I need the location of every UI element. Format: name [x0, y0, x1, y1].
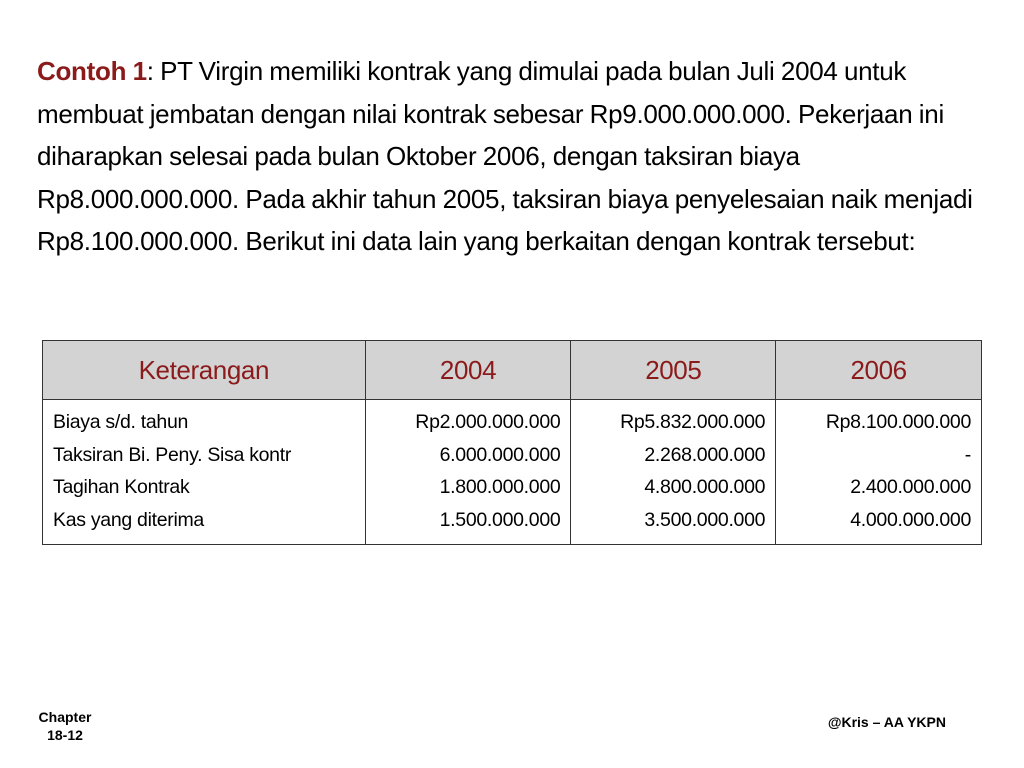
- column-header-2004: 2004: [365, 341, 571, 400]
- value-2004-taksiran: 6.000.000.000: [439, 443, 561, 466]
- credit-text: @Kris – AA YKPN: [827, 714, 946, 730]
- chapter-number: 18-12: [47, 727, 83, 743]
- description-tagihan-kontrak: Tagihan Kontrak: [53, 476, 190, 498]
- value-2005-tagihan: 4.800.000.000: [644, 476, 766, 498]
- table-row: [43, 400, 982, 545]
- column-header-keterangan: Keterangan: [43, 341, 366, 400]
- value-2005-biaya: Rp5.832.000.000: [620, 411, 766, 433]
- value-2004-biaya: Rp2.000.000.000: [415, 411, 561, 433]
- value-2006-tagihan: 2.400.000.000: [850, 476, 971, 498]
- description-cell: [43, 400, 366, 545]
- table-header-row: [43, 341, 982, 400]
- value-2004-kas: 1.500.000.000: [439, 508, 561, 531]
- value-2005-taksiran: 2.268.000.000: [644, 443, 766, 466]
- value-2004-tagihan: 1.800.000.000: [439, 476, 561, 498]
- description-kas-diterima: Kas yang diterima: [53, 508, 204, 531]
- chapter-label: Chapter: [38, 709, 92, 725]
- values-2005-cell: [571, 400, 776, 545]
- value-2006-biaya: Rp8.100.000.000: [825, 411, 971, 433]
- values-2006-cell: [776, 400, 982, 545]
- value-2006-kas: 4.000.000.000: [850, 508, 971, 531]
- intro-text: : PT Virgin memiliki kontrak yang dimulai pada bulan Juli 2004 untuk membuat jembatan dengan nilai kontrak sebesar Rp9.000.000.000. Pekerjaan ini diharapkan selesai pada bulan Oktober 2006, dengan taksiran biaya Rp8.000.000.000. Pada akhir tahun 2005, taksiran biaya penyelesaian naik menjadi Rp8.100.000.000. Berikut ini data lain yang berkaitan dengan kontrak tersebut:: [37, 56, 973, 256]
- contract-data-table: [42, 340, 982, 545]
- column-header-2006: 2006: [776, 341, 982, 400]
- value-2006-taksiran: -: [964, 443, 971, 466]
- chapter-indicator: [20, 708, 110, 744]
- column-header-2005: 2005: [571, 341, 776, 400]
- description-taksiran-biaya-sisa: Taksiran Bi. Peny. Sisa kontr: [53, 443, 292, 466]
- intro-paragraph: [37, 50, 997, 263]
- value-2005-kas: 3.500.000.000: [644, 508, 766, 531]
- values-2004-cell: [365, 400, 571, 545]
- description-biaya-sd-tahun: Biaya s/d. tahun: [53, 411, 189, 433]
- example-label: Contoh 1: [37, 56, 147, 86]
